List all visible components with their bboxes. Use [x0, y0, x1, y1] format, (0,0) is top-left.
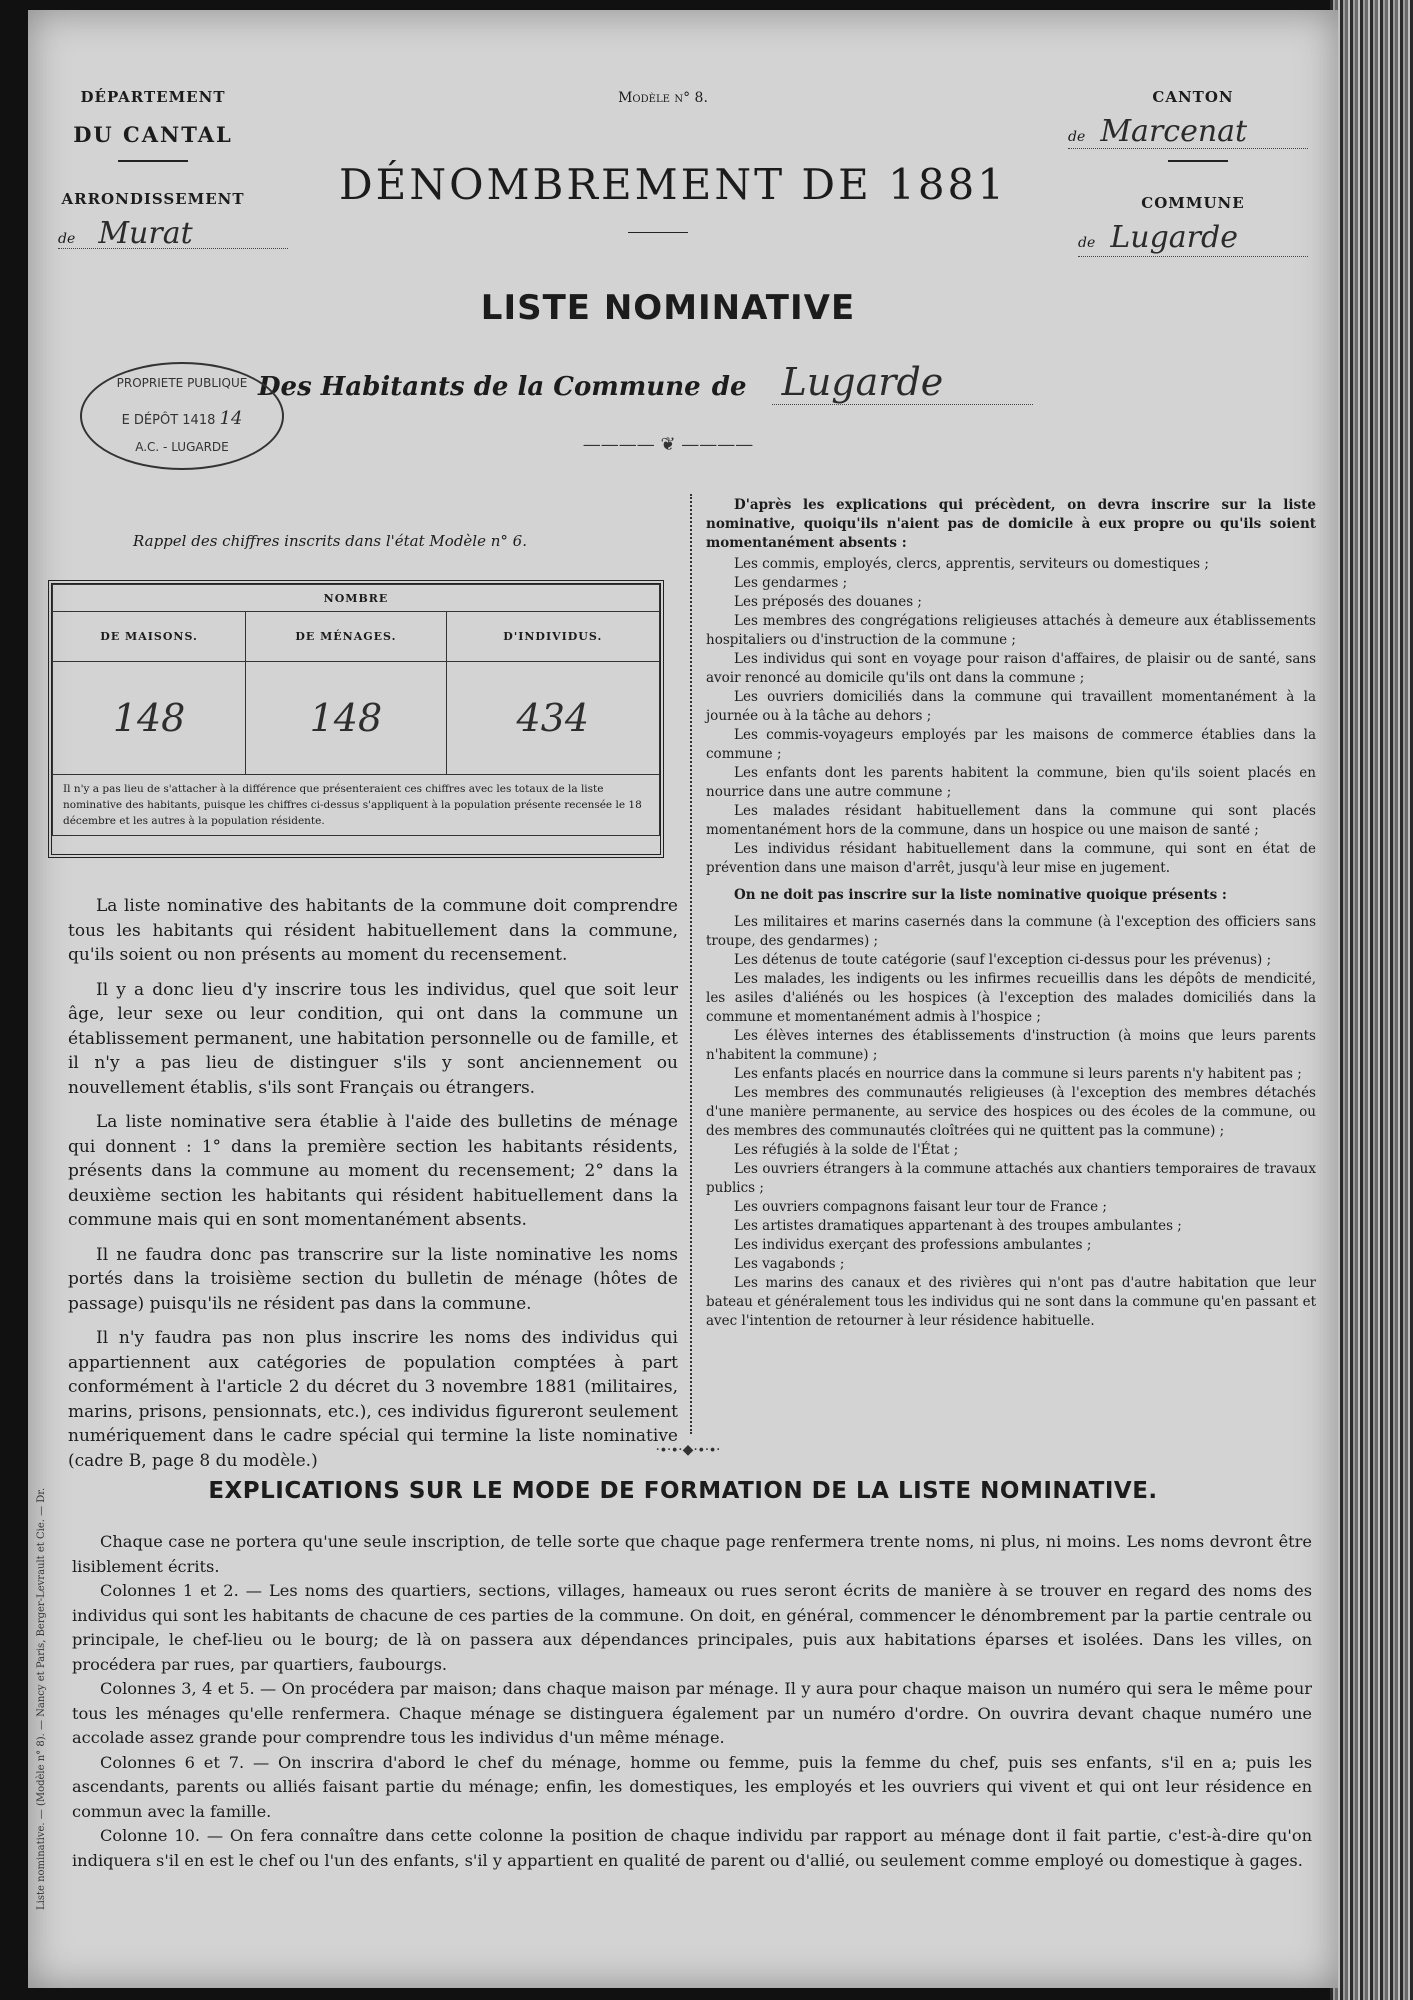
left-paragraph: Il n'y faudra pas non plus inscrire les noms des individus qui appartiennent aux catégories de population comptées à part conformément à l'article 2 du décret du 3 novembre 1881 (militaires, marins, prisons, pensionnats, etc.), ces individus figureront seulement numériquement dans le cadre spécial qui termine la liste nominative (cadre B, page 8 du modèle.) [68, 1328, 678, 1471]
stamp-line2 [82, 408, 282, 429]
right-instructions [706, 494, 1316, 1331]
include-item: Les individus résidant habituellement dans la commune, qui sont en état de prévention dans une maison d'arrêt, jusqu'à leur mise en jugement. [706, 841, 1316, 876]
archive-stamp [80, 362, 284, 470]
exclude-item: Les ouvriers étrangers à la commune attachés aux chantiers temporaires de travaux publics ; [706, 1161, 1316, 1196]
census-page [28, 10, 1338, 1988]
ornament-divider: ———— ❦ ———— [582, 434, 754, 455]
include-item: Les ouvriers domiciliés dans la commune qui travaillent momentanément à la journée ou à la tâche au dehors ; [706, 689, 1316, 724]
page-edge-stack [1330, 0, 1413, 2000]
explications-body [72, 1530, 1312, 1873]
title-rule [628, 232, 688, 233]
exclude-item: Les malades, les indigents ou les infirmes recueillis dans les dépôts de mendicité, les asiles d'aliénés ou les hospices (à l'exception des malades domiciliés dans la commune et momentanément admis à l'hospice ; [706, 971, 1316, 1025]
commune-line [1078, 220, 1308, 257]
include-item: Les membres des congrégations religieuses attachés à demeure aux établissements hospitaliers ou d'instruction de la commune ; [706, 613, 1316, 648]
value-individus: 434 [446, 662, 659, 775]
dept-rule [118, 160, 188, 162]
col-menages: DE MÉNAGES. [246, 612, 446, 662]
stamp-line1: PROPRIETE PUBLIQUE [116, 376, 248, 390]
explications-title: EXPLICATIONS SUR LE MODE DE FORMATION DE LA LISTE NOMINATIVE. [208, 1478, 1158, 1504]
exclude-heading: On ne doit pas inscrire sur la liste nominative quoique présents : [734, 887, 1227, 903]
liste-subtitle-prefix: de [711, 372, 747, 402]
left-paragraph: Il y a donc lieu d'y inscrire tous les individus, quel que soit leur âge, leur sexe ou leur condition, qui ont dans la commune un établissement permanent, une habitation personnelle ou de famille, et il n'y a pas lieu de distinguer s'ils y sont anciennement ou nouvellement établis, s'ils sont Français ou étrangers. [68, 979, 678, 1098]
commune-handwritten: Lugarde [1110, 220, 1238, 255]
explication-paragraph: Colonnes 3, 4 et 5. — On procédera par maison; dans chaque maison par ménage. Il y aura pour chaque maison un numéro qui sera le même pour tous les ménages qu'elle renfermera. Chaque ménage se distinguera également par un numéro d'ordre. On ouvrira devant chaque numéro une accolade assez grande pour comprendre tous les individus d'un même ménage. [72, 1679, 1312, 1747]
commune-prefix: de [1078, 235, 1096, 251]
canton-label: CANTON [1152, 88, 1234, 106]
include-item: Les commis-voyageurs employés par les maisons de commerce établies dans la commune ; [706, 727, 1316, 762]
margin-imprint: Liste nominative. — (Modèle n° 8). — Nancy et Paris, Berger-Levrault et Cie. — Dr. [36, 1487, 47, 1910]
liste-title: LISTE NOMINATIVE [480, 288, 856, 328]
exclude-item: Les enfants placés en nourrice dans la commune si leurs parents n'y habitent pas ; [734, 1066, 1302, 1082]
stamp-handwritten: 14 [219, 408, 243, 429]
exclude-item: Les détenus de toute catégorie (sauf l'exception ci-dessus pour les prévenus) ; [734, 952, 1272, 968]
nombre-table [48, 580, 664, 858]
table-note: Il n'y a pas lieu de s'attacher à la différence que présenteraient ces chiffres avec les totaux de la liste nominative des habitants, puisque les chiffres ci-dessus s'appliquent à la population présente recensée le 18 décembre et les autres à la population résidente. [53, 775, 660, 836]
arrond-line [58, 216, 288, 249]
rappel-caption: Rappel des chiffres inscrits dans l'état Modèle n° 6. [133, 532, 527, 550]
canton-handwritten: Marcenat [1100, 114, 1248, 149]
liste-subtitle: Des Habitants de la Commune [258, 372, 701, 402]
right-intro: D'après les explications qui précèdent, on devra inscrire sur la liste nominative, quoiqu'ils n'aient pas de domicile à eux propre ou qu'ils soient momentanément absents : [706, 497, 1316, 551]
exclude-item: Les vagabonds ; [734, 1256, 845, 1272]
explication-paragraph: Chaque case ne portera qu'une seule inscription, de telle sorte que chaque page renfermera trente noms, ni plus, ni moins. Les noms devront être lisiblement écrits. [72, 1532, 1312, 1576]
value-maisons: 148 [53, 662, 246, 775]
exclude-item: Les membres des communautés religieuses (à l'exception des membres détachés d'une manière permanente, au service des hospices ou des écoles de la commune, ou des membres des communautés cloîtrées qui ne quittent pas la commune) ; [706, 1085, 1316, 1139]
column-divider [690, 494, 692, 1434]
exclude-item: Les marins des canaux et des rivières qui n'ont pas d'autre habitation que leur bateau et généralement tous les individus qui ne sont dans la commune qu'en passant et avec l'intention de retourner à leur résidence habituelle. [706, 1275, 1316, 1329]
exclude-item: Les artistes dramatiques appartenant à des troupes ambulantes ; [734, 1218, 1182, 1234]
modele-label: Modèle n° 8. [618, 90, 708, 106]
left-instructions [68, 894, 678, 1483]
explication-paragraph: Colonnes 6 et 7. — On inscrira d'abord le chef du ménage, homme ou femme, puis la femme du chef, puis ses enfants, s'il en a; puis les ascendants, parents ou alliés faisant partie du ménage; enfin, les domestiques, les employés et les ouvriers qui vivent et qui ont leur résidence en commun avec la famille. [72, 1752, 1312, 1821]
left-paragraph: Il ne faudra donc pas transcrire sur la liste nominative les noms portés dans la troisième section du bulletin de ménage (hôtes de passage) puisqu'ils ne résident pas dans la commune. [68, 1244, 678, 1314]
include-item: Les enfants dont les parents habitent la commune, bien qu'ils soient placés en nourrice dans une autre commune ; [706, 765, 1316, 800]
value-menages: 148 [246, 662, 446, 775]
canton-rule [1168, 160, 1228, 162]
canton-line [1068, 114, 1308, 149]
include-item: Les commis, employés, clercs, apprentis, serviteurs ou domestiques ; [734, 556, 1209, 572]
main-title: DÉNOMBREMENT DE 1881 [338, 160, 1007, 209]
arrond-handwritten: Murat [98, 216, 193, 251]
liste-commune-handwritten: Lugarde [772, 360, 1034, 405]
exclude-item: Les individus exerçant des professions ambulantes ; [734, 1237, 1092, 1253]
table-header: NOMBRE [53, 585, 660, 612]
include-item: Les individus qui sont en voyage pour raison d'affaires, de plaisir ou de santé, sans avoir renoncé au domicile qu'ils ont dans la commune ; [706, 651, 1316, 686]
col-individus: D'INDIVIDUS. [446, 612, 659, 662]
section-ornament: ·∙·∙·◆·∙·∙· [655, 1442, 721, 1458]
liste-subtitle-line [258, 360, 1158, 406]
exclude-item: Les ouvriers compagnons faisant leur tour de France ; [734, 1199, 1107, 1215]
left-paragraph: La liste nominative sera établie à l'aide des bulletins de ménage qui donnent : 1° dans la première section les habitants résidents, présents dans la commune au moment du recensement; 2° dans la deuxième section les habitants qui résident habituellement dans la commune mais qui en sont momentanément absents. [68, 1112, 678, 1230]
exclude-item: Les élèves internes des établissements d'instruction (à moins que leurs parents n'habitent la commune) ; [706, 1028, 1316, 1063]
left-paragraph: La liste nominative des habitants de la commune doit comprendre tous les habitants qui résident habituellement dans la commune, qu'ils soient ou non présents au moment du recensement. [68, 896, 678, 965]
col-maisons: DE MAISONS. [53, 612, 246, 662]
exclude-item: Les militaires et marins casernés dans la commune (à l'exception des officiers sans troupe, des gendarmes) ; [706, 914, 1316, 949]
include-item: Les gendarmes ; [734, 575, 848, 591]
explication-paragraph: Colonne 10. — On fera connaître dans cette colonne la position de chaque individu par rapport au ménage dont il fait partie, c'est-à-dire qu'on indiquera s'il en est le chef ou l'un des enfants, s'il y appartient en qualité de parent ou d'allié, ou seulement comme employé ou domestique à gages. [72, 1826, 1312, 1870]
stamp-line2-text: E DÉPÔT 1418 [121, 413, 216, 428]
canton-prefix: de [1068, 129, 1086, 145]
include-item: Les préposés des douanes ; [734, 594, 922, 610]
commune-label: COMMUNE [1141, 194, 1245, 212]
include-item: Les malades résidant habituellement dans la commune qui sont placés momentanément hors de la commune, dans un hospice ou une maison de santé ; [706, 803, 1316, 838]
stamp-line3: A.C. - LUGARDE [135, 440, 229, 454]
dept-name: DU CANTAL [73, 122, 233, 147]
arrond-prefix: de [58, 231, 76, 247]
arrond-label: ARRONDISSEMENT [61, 190, 245, 208]
explication-paragraph: Colonnes 1 et 2. — Les noms des quartiers, sections, villages, hameaux ou rues seront écrits de manière à se trouver en regard des noms des individus qui sont les habitants de chacune de ces parties de la commune. On doit, en général, commencer le dénombrement par la partie centrale ou principale, le chef-lieu ou le bourg; de là on passera aux dépendances principales, puis aux habitations éparses et isolées. Dans les villes, on procédera par rues, par quartiers, faubourgs. [72, 1581, 1312, 1674]
dept-label: DÉPARTEMENT [80, 88, 226, 106]
exclude-item: Les réfugiés à la solde de l'État ; [734, 1142, 959, 1158]
